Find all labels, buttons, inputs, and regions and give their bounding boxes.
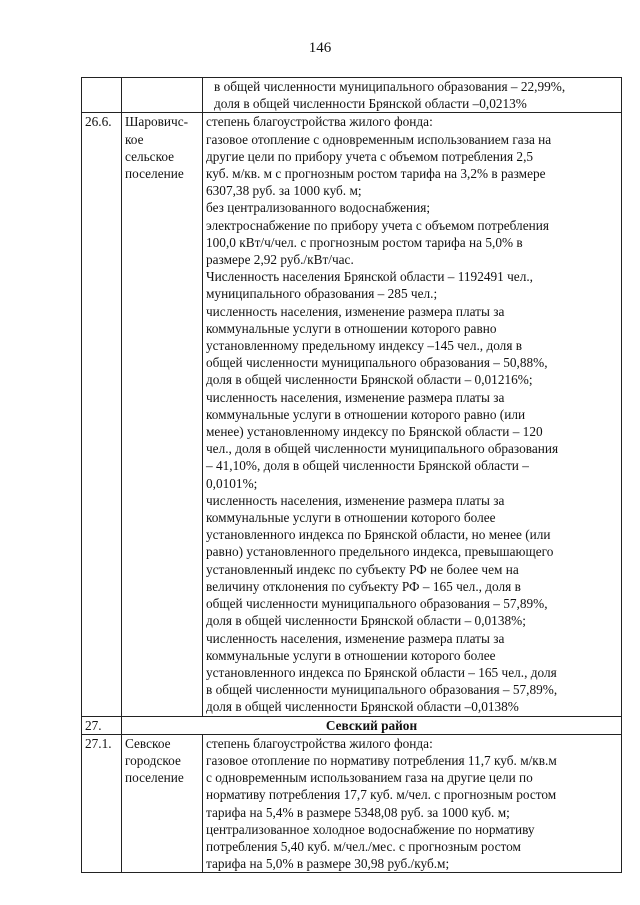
row-number: 26.6. xyxy=(85,114,112,130)
text-line: коммунальные услуги в отношении которого более xyxy=(206,647,496,663)
text-line: потребления 5,40 куб. м/чел./мес. с прогнозным ростом xyxy=(206,838,521,854)
text-line: коммунальные услуги в отношении которого более xyxy=(206,510,496,526)
text-line: Численность населения Брянской области – 1192491 чел., xyxy=(206,269,533,285)
table-row xyxy=(82,113,622,716)
text-line: установленному предельному индексу –145 чел., доля в xyxy=(206,338,523,354)
text-line: – 41,10%, доля в общей численности Брянской области – xyxy=(206,458,529,474)
text-line: установленного индекса по Брянской области, но менее (или xyxy=(206,527,551,543)
table-row xyxy=(82,734,622,873)
text-line: численность населения, изменение размера платы за xyxy=(206,303,505,319)
text-line: газовое отопление с одновременным использованием газа на xyxy=(206,131,552,147)
text-line: другие цели по прибору учета с объемом потребления 2,5 xyxy=(206,148,534,164)
page-number: 146 xyxy=(308,40,332,56)
text-line: доля в общей численности Брянской области – 0,0138%; xyxy=(206,613,526,629)
text-line: доля в общей численности Брянской области –0,0138% xyxy=(206,699,519,715)
text-line: общей численности муниципального образования – 57,89%, xyxy=(206,596,548,612)
text-line: величину отклонения по субъекту РФ – 165 чел., доля в xyxy=(206,578,521,594)
text-line: степень благоустройства жилого фонда: xyxy=(206,114,433,130)
text-line: тарифа на 5,4% в размере 5348,08 руб. за 1000 куб. м; xyxy=(206,804,510,820)
text-line: коммунальные услуги в отношении которого равно (или xyxy=(206,406,526,422)
municipality-name-line: кое xyxy=(125,131,144,147)
description-cell xyxy=(203,734,622,873)
text-line: численность населения, изменение размера платы за xyxy=(206,492,505,508)
municipality-name-line: Севское xyxy=(125,735,171,751)
text-line: чел., доля в общей численности муниципального образования xyxy=(206,441,559,457)
text-line: численность населения, изменение размера платы за xyxy=(206,630,505,646)
text-line: доля в общей численности Брянской области –0,0213% xyxy=(214,96,527,112)
text-line: доля в общей численности Брянской области – 0,01216%; xyxy=(206,372,533,388)
text-line: нормативу потребления 17,7 куб. м/чел. с прогнозным ростом xyxy=(206,787,557,803)
text-line: численность населения, изменение размера платы за xyxy=(206,389,505,405)
text-line: централизованное холодное водоснабжение по нормативу xyxy=(206,821,535,837)
text-line: установленного индекса по Брянской области – 165 чел., доля xyxy=(206,664,557,680)
text-line: электроснабжение по прибору учета с объемом потребления xyxy=(206,217,549,233)
row-number-cell xyxy=(82,734,122,873)
municipality-name-line: поселение xyxy=(125,770,184,786)
municipality-name-line: городское xyxy=(125,752,181,768)
row-number-cell xyxy=(82,113,122,716)
text-line: размере 2,92 руб./кВт/час. xyxy=(206,252,354,268)
text-line: коммунальные услуги в отношении которого равно xyxy=(206,320,497,336)
section-row xyxy=(82,716,622,734)
text-line: в общей численности муниципального образования – 22,99%, xyxy=(214,79,566,94)
row-number-cell xyxy=(82,78,122,113)
text-line: установленный индекс по субъекту РФ не более чем на xyxy=(206,561,519,577)
description-cell xyxy=(203,78,622,113)
row-number: 27.1. xyxy=(85,735,112,751)
text-line: степень благоустройства жилого фонда: xyxy=(206,735,433,751)
text-line: куб. м/кв. м с прогнозным ростом тарифа на 3,2% в размере xyxy=(206,166,546,182)
municipality-name-line: сельское xyxy=(125,148,175,164)
text-line: в общей численности муниципального образования – 57,89%, xyxy=(206,682,558,698)
text-line: газовое отопление по нормативу потребления 11,7 куб. м/кв.м xyxy=(206,752,557,768)
text-line: 6307,38 руб. за 1000 куб. м; xyxy=(206,183,362,199)
municipality-cell xyxy=(122,113,203,716)
text-line: менее) установленному индексу по Брянской области – 120 xyxy=(206,424,543,440)
municipality-cell xyxy=(122,734,203,873)
section-number: 27. xyxy=(85,717,102,733)
table-row xyxy=(82,78,622,113)
text-line: муниципального образования – 285 чел.; xyxy=(206,286,438,302)
section-title: Севский район xyxy=(122,716,622,734)
text-line: 0,0101%; xyxy=(206,475,258,491)
municipality-name-line: поселение xyxy=(125,166,184,182)
text-line: без централизованного водоснабжения; xyxy=(206,200,431,216)
row-number-cell xyxy=(82,716,122,734)
description-cell xyxy=(203,113,622,716)
text-line: с одновременным использованием газа на другие цели по xyxy=(206,770,533,786)
municipality-name-line: Шаровичс- xyxy=(125,114,189,130)
municipality-cell xyxy=(122,78,203,113)
text-line: 100,0 кВт/ч/чел. с прогнозным ростом тарифа на 5,0% в xyxy=(206,234,523,250)
text-line: общей численности муниципального образования – 50,88%, xyxy=(206,355,548,371)
text-line: тарифа на 5,0% в размере 30,98 руб./куб.м; xyxy=(206,856,450,872)
text-line: равно) установленного предельного индекса, превышающего xyxy=(206,544,554,560)
tariff-table xyxy=(81,77,622,873)
